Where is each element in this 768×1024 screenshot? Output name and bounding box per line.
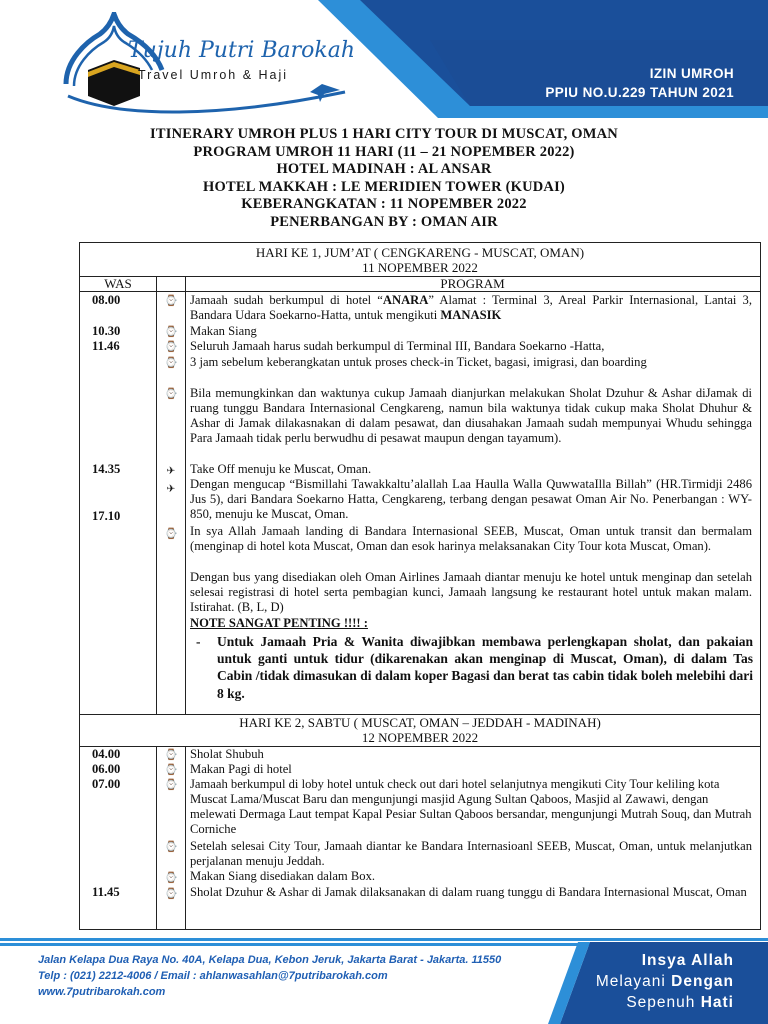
- clock-icon: ⌚: [164, 295, 178, 307]
- column-header-was: WAS: [104, 276, 132, 291]
- column-divider: [156, 276, 157, 714]
- page-header: [0, 0, 768, 118]
- title-line-3: HOTEL MADINAH : AL ANSAR: [276, 161, 492, 177]
- clock-icon: ⌚: [164, 764, 178, 776]
- itinerary-table: [79, 242, 761, 930]
- program-item: In sya Allah Jamaah landing di Bandara Internasional SEEB, Muscat, Oman untuk transit dan bermalam (menginap di hotel kota Muscat, Oman dan esok harinya melaksanakan City Tour kota Muscat, Oman).: [190, 524, 752, 554]
- permit-info: [545, 64, 734, 102]
- time-cell: 07.00: [92, 777, 121, 791]
- brand-logo: [60, 12, 350, 122]
- program-item: 3 jam sebelum keberangkatan untuk proses check-in Ticket, bagasi, imigrasi, dan boarding: [190, 355, 647, 369]
- program-item: Bila memungkinkan dan waktunya cukup Jamaah dianjurkan melakukan Sholat Dzuhur & Ashar diJamak di ruang tunggu Bandara Internasional Cengkareng, namun bila waktunya tidak cukup maka Sholat Dhuhur & Ashar di Jamak dilakasnakan di dalam pesawat, dan diusahakan Jamaah sudah mempunyai Whudu sehingga Para Jamaah tidak perlu berwudhu di pesawat maupun dengan tayamum).: [190, 386, 752, 446]
- footer-contact-info: [38, 952, 501, 1000]
- program-item: Makan Siang disediakan dalam Box.: [190, 869, 376, 883]
- slogan-line-3: Sepenuh Hati: [626, 994, 734, 1011]
- title-line-2: PROGRAM UMROH 11 HARI (11 – 21 NOPEMBER 2022): [193, 143, 575, 160]
- itinerary-title-block: [0, 126, 768, 231]
- permit-line-2: PPIU NO.U.229 TAHUN 2021: [545, 85, 734, 100]
- slogan-line-1: Insya Allah: [641, 952, 734, 969]
- time-cell: 08.00: [92, 293, 121, 307]
- clock-icon: ⌚: [164, 357, 178, 369]
- footer-phone-email: Telp : (021) 2212-4006 / Email : ahlanwasahlan@7putribarokah.com: [38, 970, 388, 982]
- program-item: Dengan mengucap “Bismillahi Tawakkaltu’alallah Laa Haulla Walla QuwwataIlla Billah” (HR.Tirmidji 2486 Jus 5), dari Bandara Soekarno Hatta, Cengkareng, terbang dengan pesawat Oman Air No. Penerbangan : WY-850, menuju ke Muscat, Oman.: [190, 477, 752, 522]
- column-divider: [185, 746, 186, 930]
- time-cell: 04.00: [92, 747, 121, 761]
- clock-icon: ⌚: [164, 749, 178, 761]
- day-2-date: 12 NOPEMBER 2022: [361, 730, 479, 745]
- program-item: Dengan bus yang disediakan oleh Oman Airlines Jamaah diantar menuju ke hotel untuk menginap dan setelah selesai registrasi di hotel serta pembagian kunci, Jamaah langsung ke restaurant hotel untuk makan malam. Istirahat. (B, L, D): [190, 570, 752, 615]
- time-cell: 11.46: [92, 339, 120, 353]
- manasik-label: MANASIK: [440, 308, 502, 323]
- day-1-header: [80, 245, 760, 275]
- day-1-title: HARI KE 1, JUM’AT ( CENGKARENG - MUSCAT, OMAN): [255, 245, 585, 260]
- column-divider: [185, 276, 186, 714]
- time-cell: 10.30: [92, 324, 121, 338]
- day-2-header: [80, 715, 760, 745]
- footer-slogan: [596, 950, 734, 1013]
- plane-icon: ✈: [166, 483, 176, 495]
- clock-icon: ⌚: [164, 326, 178, 338]
- divider: [80, 291, 760, 292]
- program-item: Makan Siang: [190, 324, 257, 338]
- day-1-date: 11 NOPEMBER 2022: [362, 260, 478, 275]
- important-note-text: Untuk Jamaah Pria & Wanita diwajibkan membawa perlengkapan sholat, dan pakaian untuk ganti untuk tidur (dikarenakan akan menginap di Muscat, Oman), di dalam Tas Cabin /tidak dimasukan di dalam koper Bagasi dan berat tas cabin tidak boleh melebihi dari 8 kg.: [217, 634, 753, 701]
- title-line-1: ITINERARY UMROH PLUS 1 HARI CITY TOUR DI MUSCAT, OMAN: [150, 126, 618, 142]
- hotel-name: ANARA: [382, 293, 429, 307]
- clock-icon: ⌚: [164, 528, 178, 540]
- brand-tagline: Travel Umroh & Haji: [138, 68, 289, 82]
- program-item: Seluruh Jamaah harus sudah berkumpul di Terminal III, Bandara Soekarno -Hatta,: [190, 339, 605, 353]
- column-divider: [156, 746, 157, 930]
- time-cell: 06.00: [92, 762, 121, 776]
- program-item: Makan Pagi di hotel: [190, 762, 292, 776]
- time-cell: 11.45: [92, 885, 120, 899]
- clock-icon: ⌚: [164, 841, 178, 853]
- column-header-program: PROGRAM: [440, 276, 505, 291]
- title-line-4: HOTEL MAKKAH : LE MERIDIEN TOWER (KUDAI): [203, 178, 565, 195]
- title-line-5: KEBERANGKATAN : 11 NOPEMBER 2022: [241, 196, 527, 212]
- day-2-title: HARI KE 2, SABTU ( MUSCAT, OMAN – JEDDAH - MADINAH): [239, 715, 601, 730]
- slogan-line-2: Melayani Dengan: [595, 973, 734, 990]
- clock-icon: ⌚: [164, 779, 178, 791]
- program-item: Jamaah sudah berkumpul di hotel “ANARA” Alamat : Terminal 3, Areal Parkir Internasional, Lantai 3, Bandara Udara Soekarno-Hatta, untuk mengikuti MANASIK: [190, 293, 752, 323]
- plane-icon: ✈: [166, 465, 176, 477]
- program-item: Take Off menuju ke Muscat, Oman.: [190, 462, 372, 476]
- clock-icon: ⌚: [164, 888, 178, 900]
- note-title: NOTE SANGAT PENTING !!!! :: [190, 616, 368, 630]
- footer-address: Jalan Kelapa Dua Raya No. 40A, Kelapa Dua, Kebon Jeruk, Jakarta Barat - Jakarta. 11550: [38, 954, 502, 966]
- clock-icon: ⌚: [164, 872, 178, 884]
- program-item: Jamaah berkumpul di loby hotel untuk check out dari hotel selanjutnya mengikuti City Tour keliling kota Muscat Lama/Muscat Baru dan mengunjungi masjid Agung Sultan Qaboos, Masjid al Zawawi, dengan melewati Dermaga Laut tempat Kapal Pesiar Sultan Qaboos bersandar, mengunjungi Mutrah Souq, dan Mutrah Corniche: [190, 777, 752, 837]
- brand-name: Tujuh Putri Barokah: [128, 38, 356, 63]
- footer-website: www.7putribarokah.com: [38, 986, 166, 998]
- program-item: Setelah selesai City Tour, Jamaah diantar ke Bandara Internasioanl SEEB, Muscat, Oman, untuk melanjutkan perjalanan menuju Jeddah.: [190, 839, 752, 869]
- time-cell: 17.10: [92, 509, 121, 523]
- permit-line-1: IZIN UMROH: [649, 66, 734, 81]
- clock-icon: ⌚: [164, 341, 178, 353]
- clock-icon: ⌚: [164, 388, 178, 400]
- bullet-dash: -: [196, 634, 201, 649]
- program-item: Sholat Dzuhur & Ashar di Jamak dilaksanakan di dalam ruang tunggu di Bandara Internasional Muscat, Oman: [190, 885, 747, 899]
- time-cell: 14.35: [92, 462, 121, 476]
- title-line-6: PENERBANGAN BY : OMAN AIR: [270, 213, 498, 230]
- program-item: Sholat Shubuh: [190, 747, 264, 761]
